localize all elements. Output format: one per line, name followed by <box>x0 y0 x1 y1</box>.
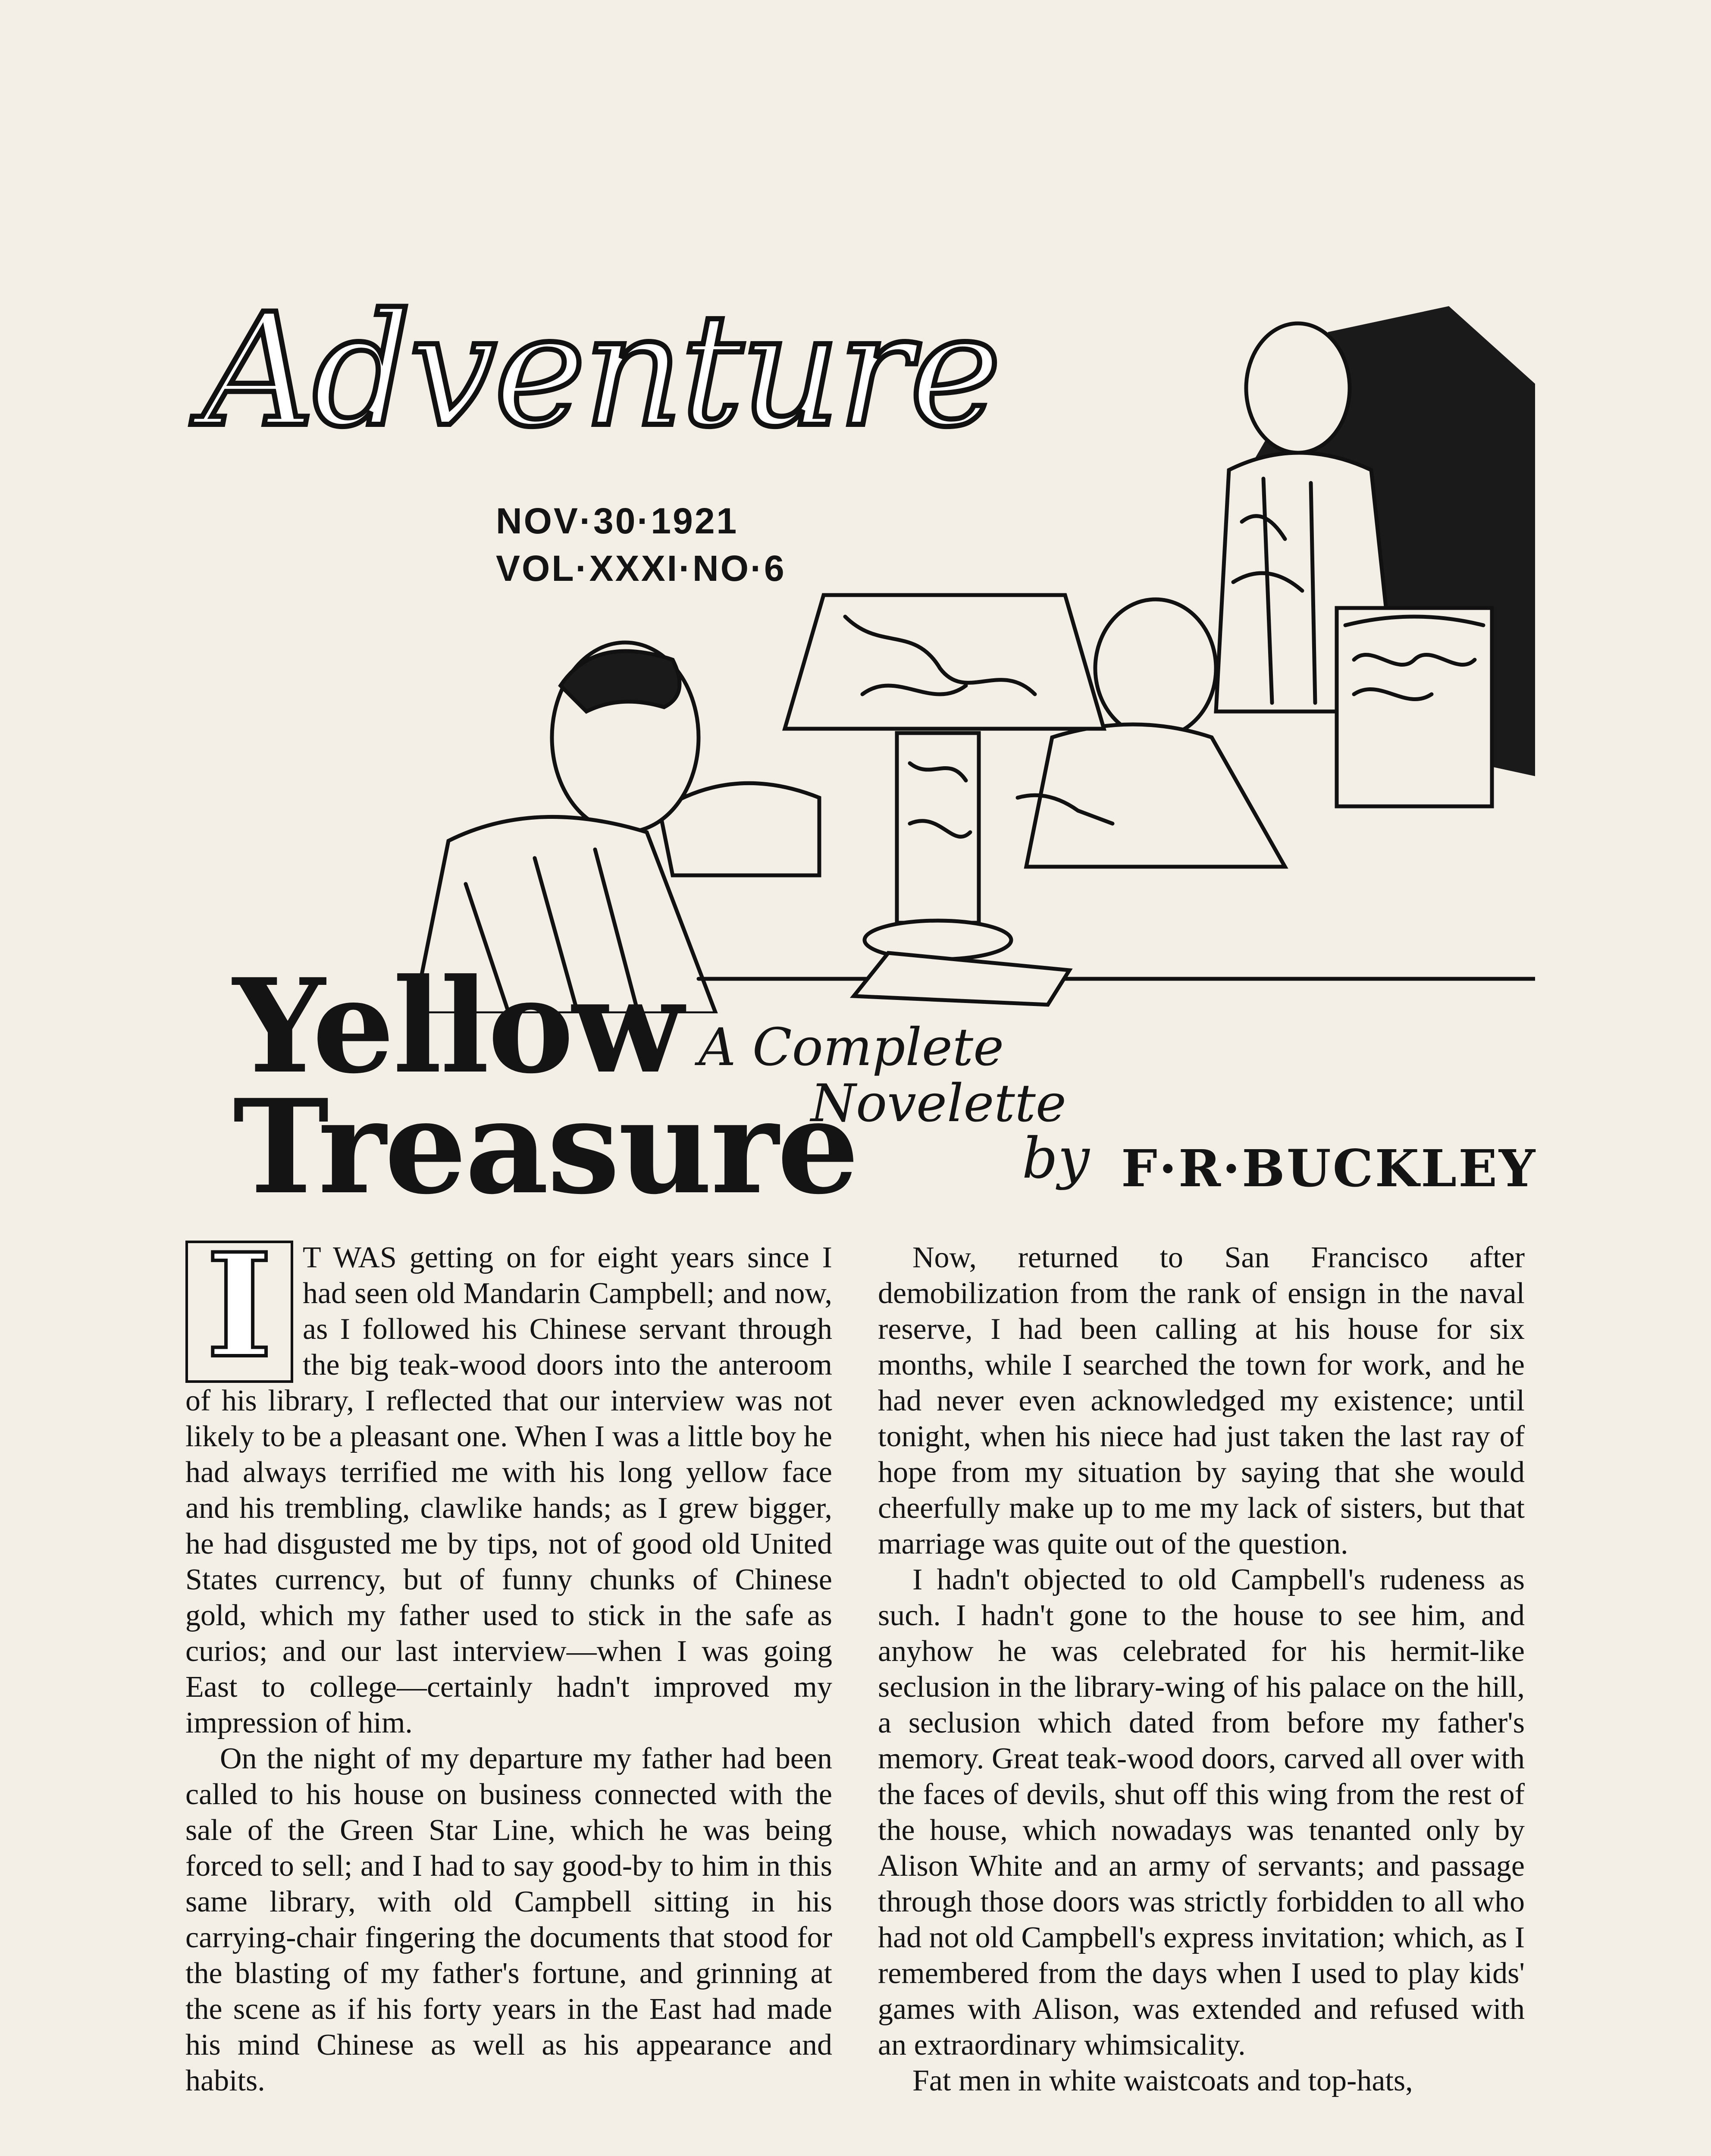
paragraph: Now, returned to San Francisco after demobilization from the rank of ensign in the naval reserve, I had been calling at his house for six months, while I searched the town for work, and he had never even acknowledged my existence; until tonight, when his niece had just taken the last ray of hope from my situation by saying that she would cheerfully make up to me my lack of sisters, but that marriage was quite out of the question. <box>878 1241 1525 1561</box>
text-column-right <box>878 1240 1525 2099</box>
story-subtitle-line1: A Complete <box>699 1018 1004 1078</box>
paragraph: On the night of my departure my father had been called to his house on business connected with the sale of the Green Star Line, which he was being forced to sell; and I had to say good-by to him in this same library, with old Campbell sitting in his carrying-chair fingering the documents that stood for the blasting of my father's fortune, and grinning at the scene as if his forty years in the East had made his mind Chinese as well as his appearance and habits. <box>185 1742 832 2097</box>
text-column-left <box>185 1222 832 2099</box>
issue-volume: VOL·XXXI·NO·6 <box>496 548 786 589</box>
story-title-line2: Treasure <box>233 1071 858 1223</box>
drop-cap <box>185 1222 293 1389</box>
byline-author: F·R·BUCKLEY <box>1121 1138 1537 1198</box>
byline-prefix: by <box>1022 1125 1090 1191</box>
story-subtitle-line2: Novelette <box>811 1074 1066 1134</box>
masthead <box>203 280 1022 630</box>
paragraph: I hadn't objected to old Campbell's rudeness as such. I hadn't gone to the house to see him, and anyhow he was celebrated for his hermit-like seclusion in the library-wing of his palace on the hill, a seclusion which dated from before my father's memory. Great teak-wood doors, carved all over with the faces of devils, shut off this wing from the rest of the house, which nowadays was tenanted only by Alison White and an army of servants; and passage through those doors was strictly forbidden to all who had not old Campbell's express invitation; which, as I remembered from the days when I used to play kids' games with Alison, was extended and refused with an extraordinary whimsicality. <box>878 1563 1525 2062</box>
masthead-title: Adventure <box>203 280 999 461</box>
drop-cap-letter: I <box>206 1222 273 1389</box>
paragraph: T WAS getting on for eight years since I had seen old Mandarin Campbell; and now, as I followed his Chinese servant through the big teak-wood doors into the anteroom of his library, I reflected that our interview was not likely to be a pleasant one. When I was a little boy he had always terrified me with his long yellow face and his trembling, clawlike hands; as I grew bigger, he had disgusted me by tips, not of good old United States currency, but of funny chunks of Chinese gold, which my father used to stick in the safe as curios; and our last interview—when I was going East to college—certainly hadn't improved my impression of him. <box>185 1241 832 1739</box>
paragraph: Fat men in white waistcoats and top-hats, <box>912 2064 1413 2097</box>
story-title-line1: Yellow <box>233 950 682 1102</box>
issue-date: NOV·30·1921 <box>496 501 739 541</box>
